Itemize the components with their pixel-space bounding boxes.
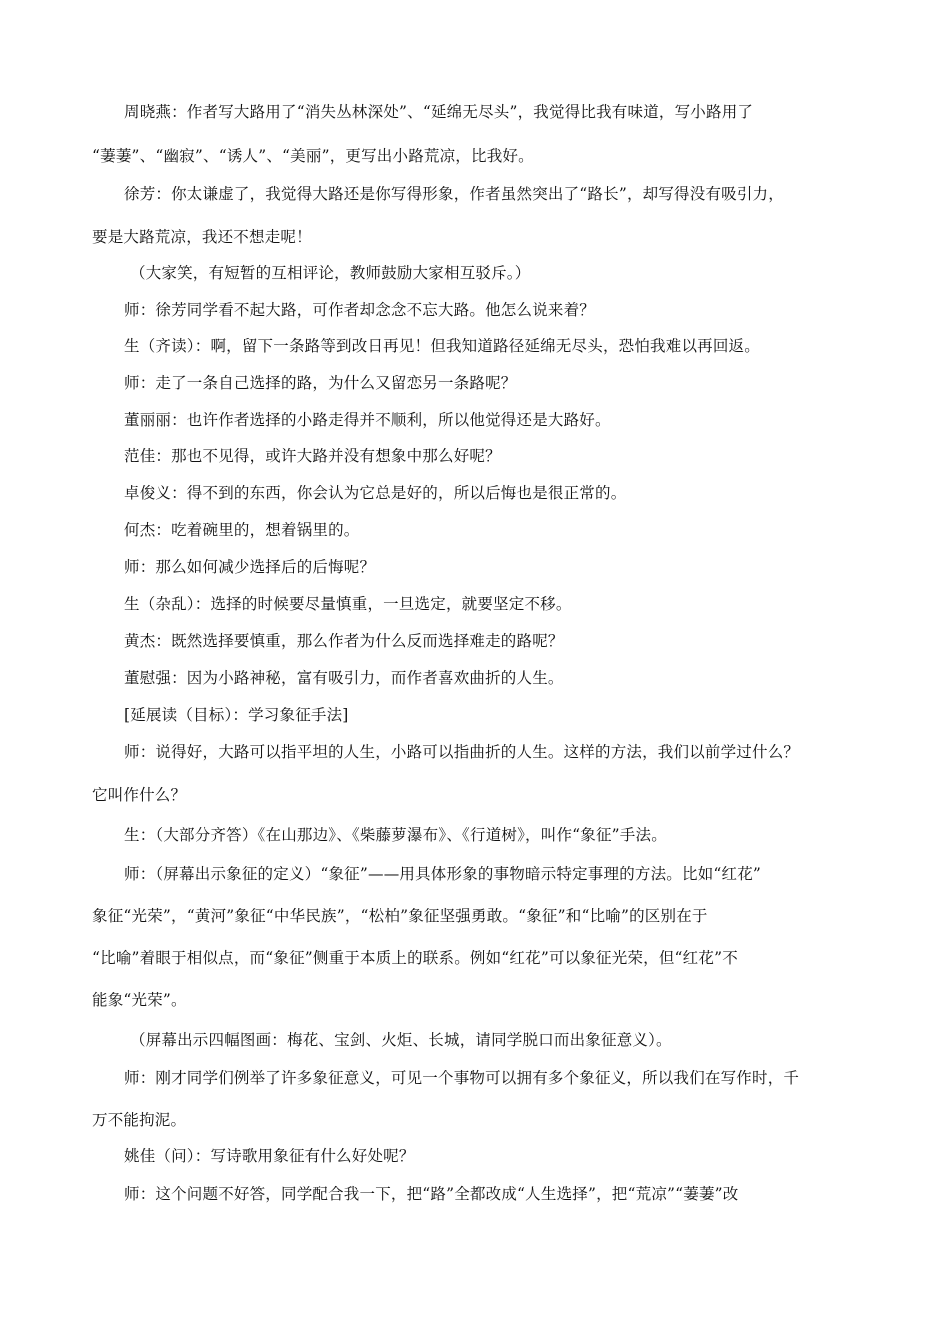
paragraph-line: 万不能拘泥。	[92, 1111, 187, 1129]
paragraph-line: 生：（大部分齐答）《在山那边》、《柴藤萝瀑布》、《行道树》，叫作“象征”手法。	[124, 826, 667, 844]
paragraph-line: “比喻”着眼于相似点，而“象征”侧重于本质上的联系。例如“红花”可以象征光荣，但“红花”不	[92, 949, 738, 967]
paragraph-line: 要是大路荒凉，我还不想走呢！	[92, 228, 312, 246]
paragraph-line: 师：刚才同学们例举了许多象征意义，可见一个事物可以拥有多个象征义，所以我们在写作时，千	[124, 1069, 800, 1087]
paragraph-line: 师：（屏幕出示象征的定义）“象征”——用具体形象的事物暗示特定事理的方法。比如“红花”	[124, 865, 762, 883]
paragraph-line: 它叫作什么？	[92, 786, 187, 804]
paragraph-line: 黄杰：既然选择要慎重，那么作者为什么反而选择难走的路呢？	[124, 632, 564, 650]
paragraph-line: 生（齐读）：啊，留下一条路等到改日再见！但我知道路径延绵无尽头，恐怕我难以再回返。	[124, 337, 760, 355]
section-heading: [延展读（目标）：学习象征手法]	[124, 706, 349, 724]
paragraph-line: 师：走了一条自己选择的路，为什么又留恋另一条路呢？	[124, 374, 517, 392]
paragraph-line: 范佳：那也不见得，或许大路并没有想象中那么好呢？	[124, 447, 501, 465]
paragraph-line: （屏幕出示四幅图画：梅花、宝剑、火炬、长城，请同学脱口而出象征意义）。	[130, 1031, 672, 1049]
paragraph-line: 何杰：吃着碗里的，想着锅里的。	[124, 521, 360, 539]
paragraph-line: 董丽丽：也许作者选择的小路走得并不顺利，所以他觉得还是大路好。	[124, 411, 611, 429]
paragraph-line: 周晓燕：作者写大路用了“消失丛林深处”、“延绵无尽头”，我觉得比我有味道，写小路用了	[124, 103, 754, 121]
paragraph-line: “萋萋”、“幽寂”、“诱人”、“美丽”，更写出小路荒凉，比我好。	[92, 147, 534, 165]
paragraph-line: 卓俊义：得不到的东西，你会认为它总是好的，所以后悔也是很正常的。	[124, 484, 627, 502]
paragraph-line: 象征“光荣”，“黄河”象征“中华民族”，“松柏”象征坚强勇敢。“象征”和“比喻”的区别在于	[92, 907, 708, 925]
paragraph-line: 徐芳：你太谦虚了，我觉得大路还是你写得形象，作者虽然突出了“路长”，却写得没有吸引力，	[124, 185, 784, 203]
paragraph-line: （大家笑，有短暂的互相评论，教师鼓励大家相互驳斥。）	[130, 264, 531, 282]
paragraph-line: 能象“光荣”。	[92, 991, 187, 1009]
paragraph-line: 师：这个问题不好答，同学配合我一下，把“路”全都改成“人生选择”，把“荒凉”“萋萋”改	[124, 1185, 739, 1203]
paragraph-line: 生（杂乱）：选择的时候要尽量慎重，一旦选定，就要坚定不移。	[124, 595, 572, 613]
paragraph-line: 姚佳（问）：写诗歌用象征有什么好处呢？	[124, 1147, 415, 1165]
paragraph-line: 师：说得好，大路可以指平坦的人生，小路可以指曲折的人生。这样的方法，我们以前学过什么？	[124, 743, 800, 761]
paragraph-line: 师：徐芳同学看不起大路，可作者却念念不忘大路。他怎么说来着？	[124, 301, 596, 319]
paragraph-line: 师：那么如何减少选择后的后悔呢？	[124, 558, 376, 576]
paragraph-line: 董慰强：因为小路神秘，富有吸引力，而作者喜欢曲折的人生。	[124, 669, 564, 687]
